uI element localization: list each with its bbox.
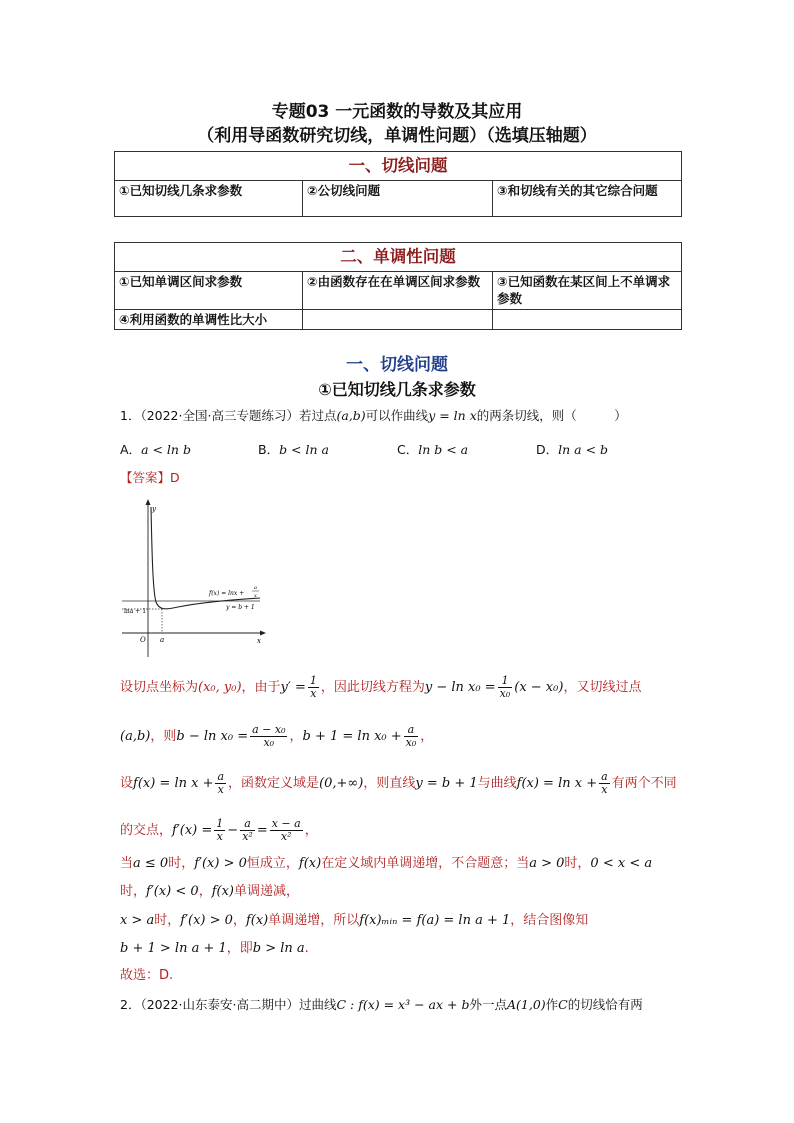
solution-line-4 — [120, 818, 690, 843]
sol-text: ，又切线过点 — [563, 680, 642, 695]
origin-label: O — [140, 636, 146, 644]
choice-b[interactable] — [258, 440, 329, 458]
y-axis-label: y — [152, 505, 156, 513]
choice-letter: B． — [258, 442, 280, 457]
function-graph — [118, 497, 268, 662]
math-expr: b > ln a — [252, 941, 305, 956]
fraction: $\frac{a}{\text{x₀}}$ — [405, 723, 417, 749]
f-label-num: a — [254, 585, 257, 591]
math-expr: (0,+∞) — [319, 776, 364, 791]
math-expr: f(x) — [298, 856, 322, 871]
question-number: 1． — [120, 408, 141, 423]
fraction: $\frac{1}{x}$ — [309, 674, 317, 700]
section-subtitle: ①已知切线几条求参数 — [318, 380, 476, 399]
sol-text: 设切点坐标为 — [120, 680, 199, 695]
math-expr: = — [256, 823, 268, 838]
question-number: 2． — [120, 997, 141, 1012]
choice-expr: b < ln a — [279, 442, 329, 457]
sol-text: . — [304, 941, 309, 956]
solution-conclusion: 故选：D. — [120, 968, 174, 983]
table-cell — [303, 310, 493, 330]
math-expr: f(x) = ln x + — [516, 776, 598, 791]
math-expr: C : f(x) = x³ − ax + b — [336, 997, 470, 1012]
question-1-choices — [120, 440, 690, 460]
question-source: （2022·山东泰安·高二期中） — [140, 997, 299, 1012]
question-text: 若过点 — [298, 408, 337, 423]
f-label-den: x — [254, 593, 257, 599]
fraction: $\frac{a}{x}$ — [217, 770, 225, 796]
answer-line — [120, 468, 180, 486]
solution-line-8 — [120, 938, 690, 960]
table-cell: ④利用函数的单调性比大小 — [115, 310, 303, 330]
math-expr: (a,b) — [120, 729, 151, 744]
choice-a[interactable] — [120, 440, 191, 458]
table-header: 一、切线问题 — [115, 152, 682, 181]
a-label: a — [160, 636, 165, 644]
x-axis-arrow — [260, 631, 266, 636]
answer-value: D — [170, 470, 180, 485]
math-expr: b + 1 > ln a + 1 — [120, 941, 227, 956]
math-expr: f(x) = ln x + — [133, 776, 214, 791]
ln-label: lna + 1 — [124, 608, 147, 615]
choice-expr: ln b < a — [418, 442, 469, 457]
math-expr: − — [227, 823, 239, 838]
math-expr: y = b + 1 — [415, 776, 478, 791]
line-label: y = b + 1 — [226, 604, 255, 611]
sol-text: ，则直线 — [363, 776, 416, 791]
sol-text: 时， — [168, 856, 195, 871]
table-cell: ③和切线有关的其它综合问题 — [493, 181, 682, 217]
sol-text: ，因此切线方程为 — [320, 680, 425, 695]
sol-text: ，即 — [226, 941, 253, 956]
fraction: $\frac{x - a}{\text{x²}}$ — [271, 817, 301, 843]
choice-letter: C． — [397, 442, 419, 457]
math-expr: f′(x) < 0 — [146, 884, 199, 899]
question-text: 的两条切线，则（ ） — [476, 408, 627, 423]
question-1-stem — [120, 406, 690, 426]
table-header: 二、单调性问题 — [115, 243, 682, 272]
math-expr: A(1,0) — [506, 997, 546, 1012]
sol-text: 时， — [120, 884, 147, 899]
sol-text: 与曲线 — [477, 776, 517, 791]
question-text: 作 — [545, 997, 559, 1012]
sol-text: 设 — [120, 776, 134, 791]
fraction: $\frac{a}{x}$ — [601, 770, 608, 796]
question-source: （2022·全国·高三专题练习） — [140, 408, 299, 423]
table-cell — [493, 310, 682, 330]
choice-expr: ln a < b — [558, 442, 609, 457]
math-expr: (x − x₀) — [514, 680, 564, 695]
solution-line-7 — [120, 910, 690, 932]
fraction: $\frac{a}{\text{x²}}$ — [242, 817, 253, 843]
math-expr: C — [558, 997, 568, 1012]
math-expr: y = ln x — [428, 408, 477, 423]
doc-title-line1: 专题03 一元函数的导数及其应用 — [271, 102, 523, 122]
sol-text: 恒成立， — [246, 856, 299, 871]
math-expr: y − ln x₀ = — [424, 680, 496, 695]
choice-letter: A． — [120, 442, 142, 457]
sol-text: ，结合图像知 — [510, 913, 589, 928]
table-cell: ③已知函数在某区间上不单调求参数 — [493, 272, 682, 310]
sol-text: 时， — [564, 856, 591, 871]
math-expr: (x₀, y₀) — [198, 680, 242, 695]
math-expr: b + 1 = ln x₀ + — [302, 729, 402, 744]
sol-text: ， — [198, 884, 212, 899]
sol-text: 的交点， — [120, 823, 173, 838]
math-expr: f′(x) = — [172, 823, 213, 838]
outline-table-tangent — [114, 151, 682, 217]
math-expr: a ≤ 0 — [133, 856, 169, 871]
sol-text: 在定义域内单调递增，不合题意；当 — [321, 856, 530, 871]
doc-title-line2: （利用导函数研究切线，单调性问题）（选填压轴题） — [197, 126, 597, 146]
choice-expr: a < ln b — [141, 442, 191, 457]
sol-text: 单调递增，所以 — [268, 913, 360, 928]
f-label: f(x) = lnx + — [209, 590, 245, 597]
math-expr: b − ln x₀ = — [176, 729, 249, 744]
sol-text: 时， — [154, 913, 181, 928]
math-expr: f(x) — [245, 913, 269, 928]
outline-table-monotonicity — [114, 242, 682, 330]
question-text: 外一点 — [469, 997, 507, 1012]
choice-c[interactable] — [397, 440, 468, 458]
sol-text: 当 — [120, 856, 134, 871]
fraction: $\frac{1}{\text{x₀}}$ — [499, 674, 511, 700]
math-expr: 0 < x < a — [590, 856, 653, 871]
y-axis-arrow — [146, 499, 151, 505]
math-expr: f(x)ₘᵢₙ = f(a) = ln a + 1 — [359, 913, 511, 928]
solution-line-6 — [120, 881, 690, 903]
choice-d[interactable] — [536, 440, 608, 458]
table-cell: ①已知切线几条求参数 — [115, 181, 303, 217]
sol-text: ，则 — [150, 729, 177, 744]
math-expr: f′(x) > 0 — [194, 856, 247, 871]
question-2-stem — [120, 995, 690, 1015]
table-cell: ②由函数存在在单调区间求参数 — [303, 272, 493, 310]
sol-text: ，函数定义域是 — [228, 776, 320, 791]
solution-line-3 — [120, 771, 690, 796]
table-cell: ①已知单调区间求参数 — [115, 272, 303, 310]
section-title: 一、切线问题 — [346, 355, 448, 375]
math-expr: y′ = — [280, 680, 306, 695]
table-cell: ②公切线问题 — [303, 181, 493, 217]
solution-line-5 — [120, 853, 690, 875]
answer-label: 【答案】 — [120, 470, 171, 485]
x-axis-label: x — [257, 637, 261, 645]
solution-line-1 — [120, 675, 690, 700]
question-text: 过曲线 — [298, 997, 337, 1012]
math-expr: x > a — [120, 913, 155, 928]
math-expr: f′(x) > 0 — [180, 913, 233, 928]
math-expr: f(x) — [211, 884, 234, 899]
sol-text: ， — [232, 913, 246, 928]
sol-text: 单调递减， — [234, 884, 300, 899]
choice-letter: D． — [536, 442, 559, 457]
question-text: 可以作曲线 — [365, 408, 429, 423]
math-expr: (a,b) — [336, 408, 366, 423]
sol-text: ， — [289, 729, 303, 744]
sol-text: ， — [420, 729, 434, 744]
fraction: $\frac{1}{x}$ — [216, 817, 224, 843]
fraction: $\frac{\text{a − x₀}}{\text{x₀}}$ — [252, 723, 286, 749]
sol-text: ，由于 — [241, 680, 281, 695]
question-text: 的切线恰有两 — [567, 997, 643, 1012]
sol-text: 有两个不同 — [611, 776, 677, 791]
sol-text: ， — [304, 823, 318, 838]
solution-line-2 — [120, 724, 690, 749]
math-expr: a > 0 — [529, 856, 565, 871]
